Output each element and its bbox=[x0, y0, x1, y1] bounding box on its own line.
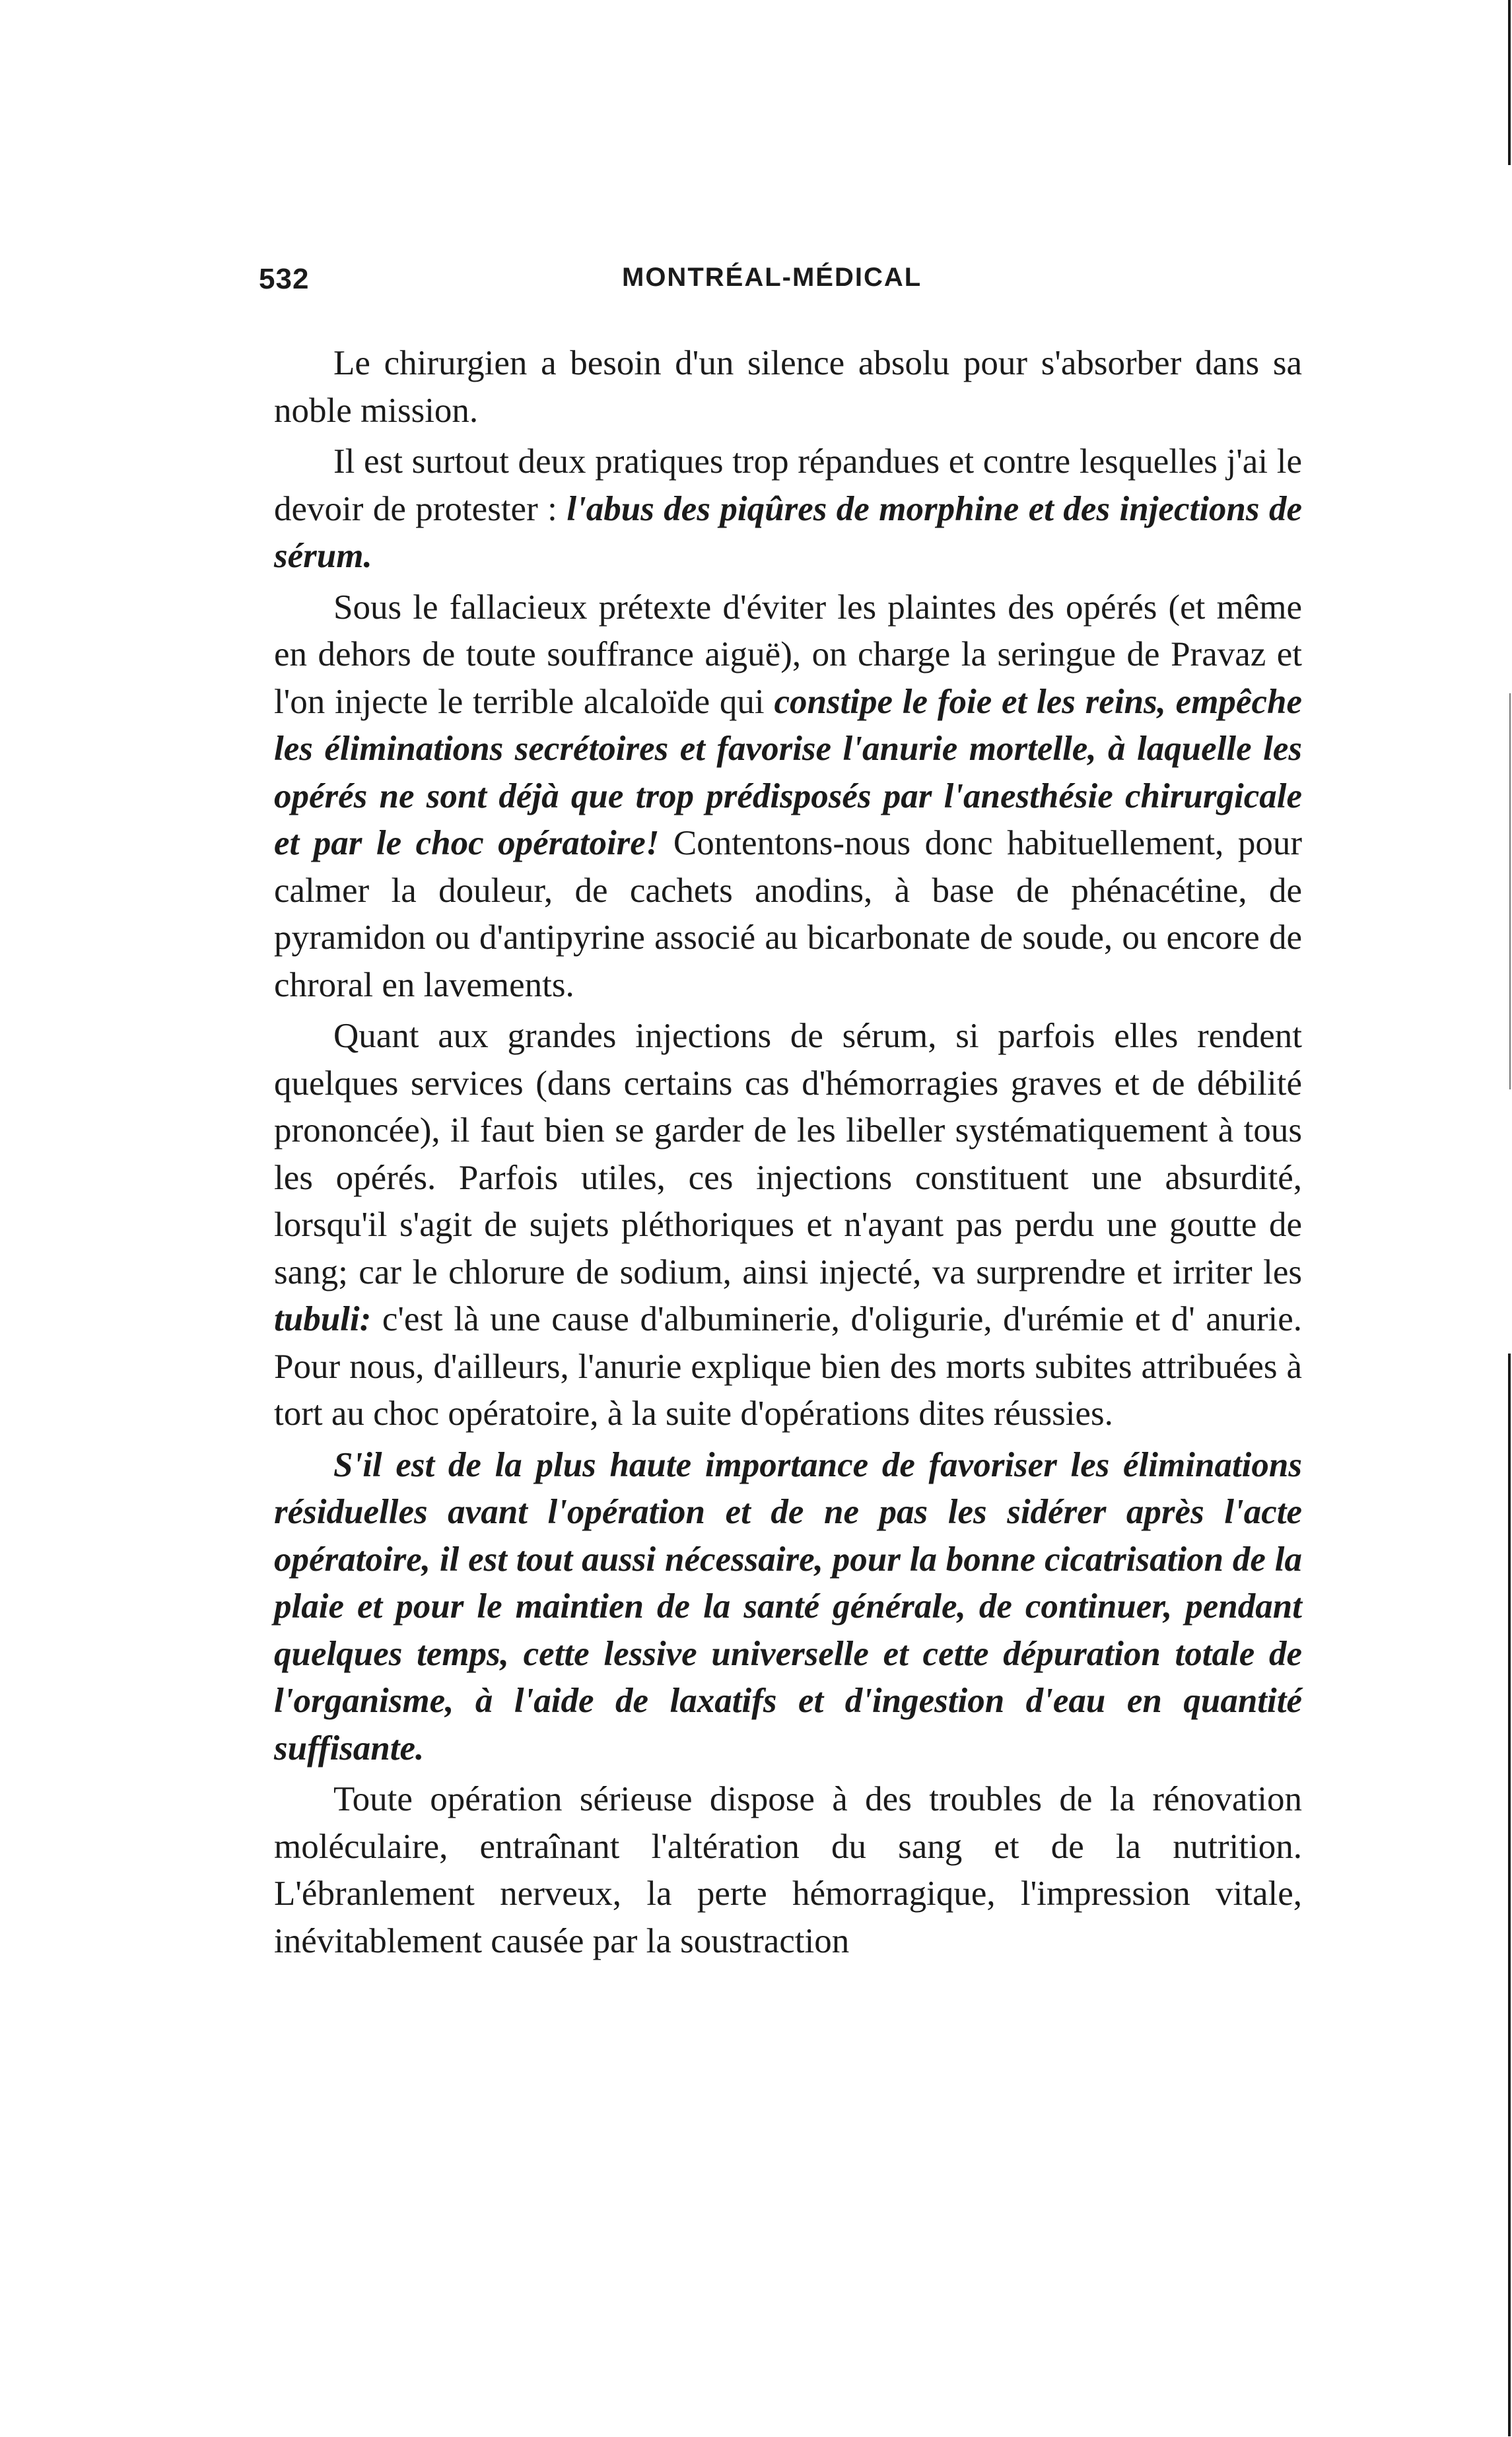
paragraph-text: Quant aux grandes injections de sérum, si parfois elles rendent quelques services (dans certains cas d'hémorragies graves et de débilité prononcée), il faut bien se garder de les libeller systématiquement à tous les opérés. Parfois utiles, ces injections constituent une absurdité, lorsqu'il s'agit de sujets pléthoriques et n'ayant pas perdu une goutte de sang; car le chlorure de sodium, ainsi injecté, va surprendre et irriter les bbox=[274, 1017, 1302, 1291]
running-head: MONTRÉAL-MÉDICAL bbox=[622, 263, 922, 292]
emphasis-text: tubuli: bbox=[274, 1300, 372, 1338]
body-text bbox=[274, 340, 1302, 1965]
paragraph-two-practices bbox=[274, 438, 1302, 580]
paragraph-text: Toute opération sérieuse dispose à des troubles de la rénovation moléculaire, entraînant l'altération du sang et de la nutrition. L'ébranlement nerveux, la perte hémorragique, l'impression vitale, inévitablement causée par la soustraction bbox=[274, 1780, 1302, 1960]
paragraph-text: Contentons-nous donc habituellement, pour calmer la douleur, de cachets anodins, à base de phénacétine, de pyramidon ou d'antipyrine associé au bicarbonate de soude, ou encore de chroral en lavements. bbox=[274, 824, 1302, 1004]
paragraph-text: Sous le fallacieux prétexte d'éviter les plaintes des opérés (et même en dehors de toute souffrance aiguë), on charge la seringue de Pravaz et l'on injecte le terrible alcaloïde qui bbox=[274, 588, 1302, 721]
page-number: 532 bbox=[259, 263, 310, 295]
emphasis-text: l'abus des piqûres de morphine et des injections de sérum. bbox=[274, 489, 1302, 575]
paragraph-text: c'est là une cause d'albuminerie, d'oligurie, d'urémie et d' anurie. Pour nous, d'ailleurs, l'anurie explique bien des morts subites attribuées à tort au choc opératoire, à la suite d'opérations dites réussies. bbox=[274, 1300, 1302, 1433]
paragraph-serum bbox=[274, 1013, 1302, 1438]
page-edge-line bbox=[1508, 1354, 1511, 2436]
page-edge-line bbox=[1509, 693, 1511, 1089]
paragraph-eliminations bbox=[274, 1442, 1302, 1773]
paragraph-text: Le chirurgien a besoin d'un silence absolu pour s'absorber dans sa noble mission. bbox=[274, 344, 1302, 430]
page-edge-line bbox=[1508, 0, 1511, 165]
paragraph-renovation bbox=[274, 1776, 1302, 1965]
emphasis-text: constipe le foie et les reins, empêche les éliminations secrétoires et favorise l'anurie mortelle, à laquelle les opérés ne sont déjà que trop prédisposés par l'anesthésie chirurgicale et par le choc opératoire! bbox=[274, 682, 1302, 862]
paragraph-text: Il est surtout deux pratiques trop répandues et contre lesquelles j'ai le devoir de protester : bbox=[274, 442, 1302, 528]
page-header bbox=[259, 263, 1302, 316]
paragraph-silence bbox=[274, 340, 1302, 434]
paragraph-text: S'il est de la plus haute importance de favoriser les éliminations résiduelles avant l'opération et de ne pas les sidérer après l'acte opératoire, il est tout aussi nécessaire, pour la bonne cicatrisation de la plaie et pour le maintien de la santé générale, de continuer, pendant quelques temps, cette lessive universelle et cette dépuration totale de l'organisme, à l'aide de laxatifs et d'ingestion d'eau en quantité suffisante. bbox=[274, 1445, 1302, 1768]
paragraph-morphine bbox=[274, 584, 1302, 1010]
